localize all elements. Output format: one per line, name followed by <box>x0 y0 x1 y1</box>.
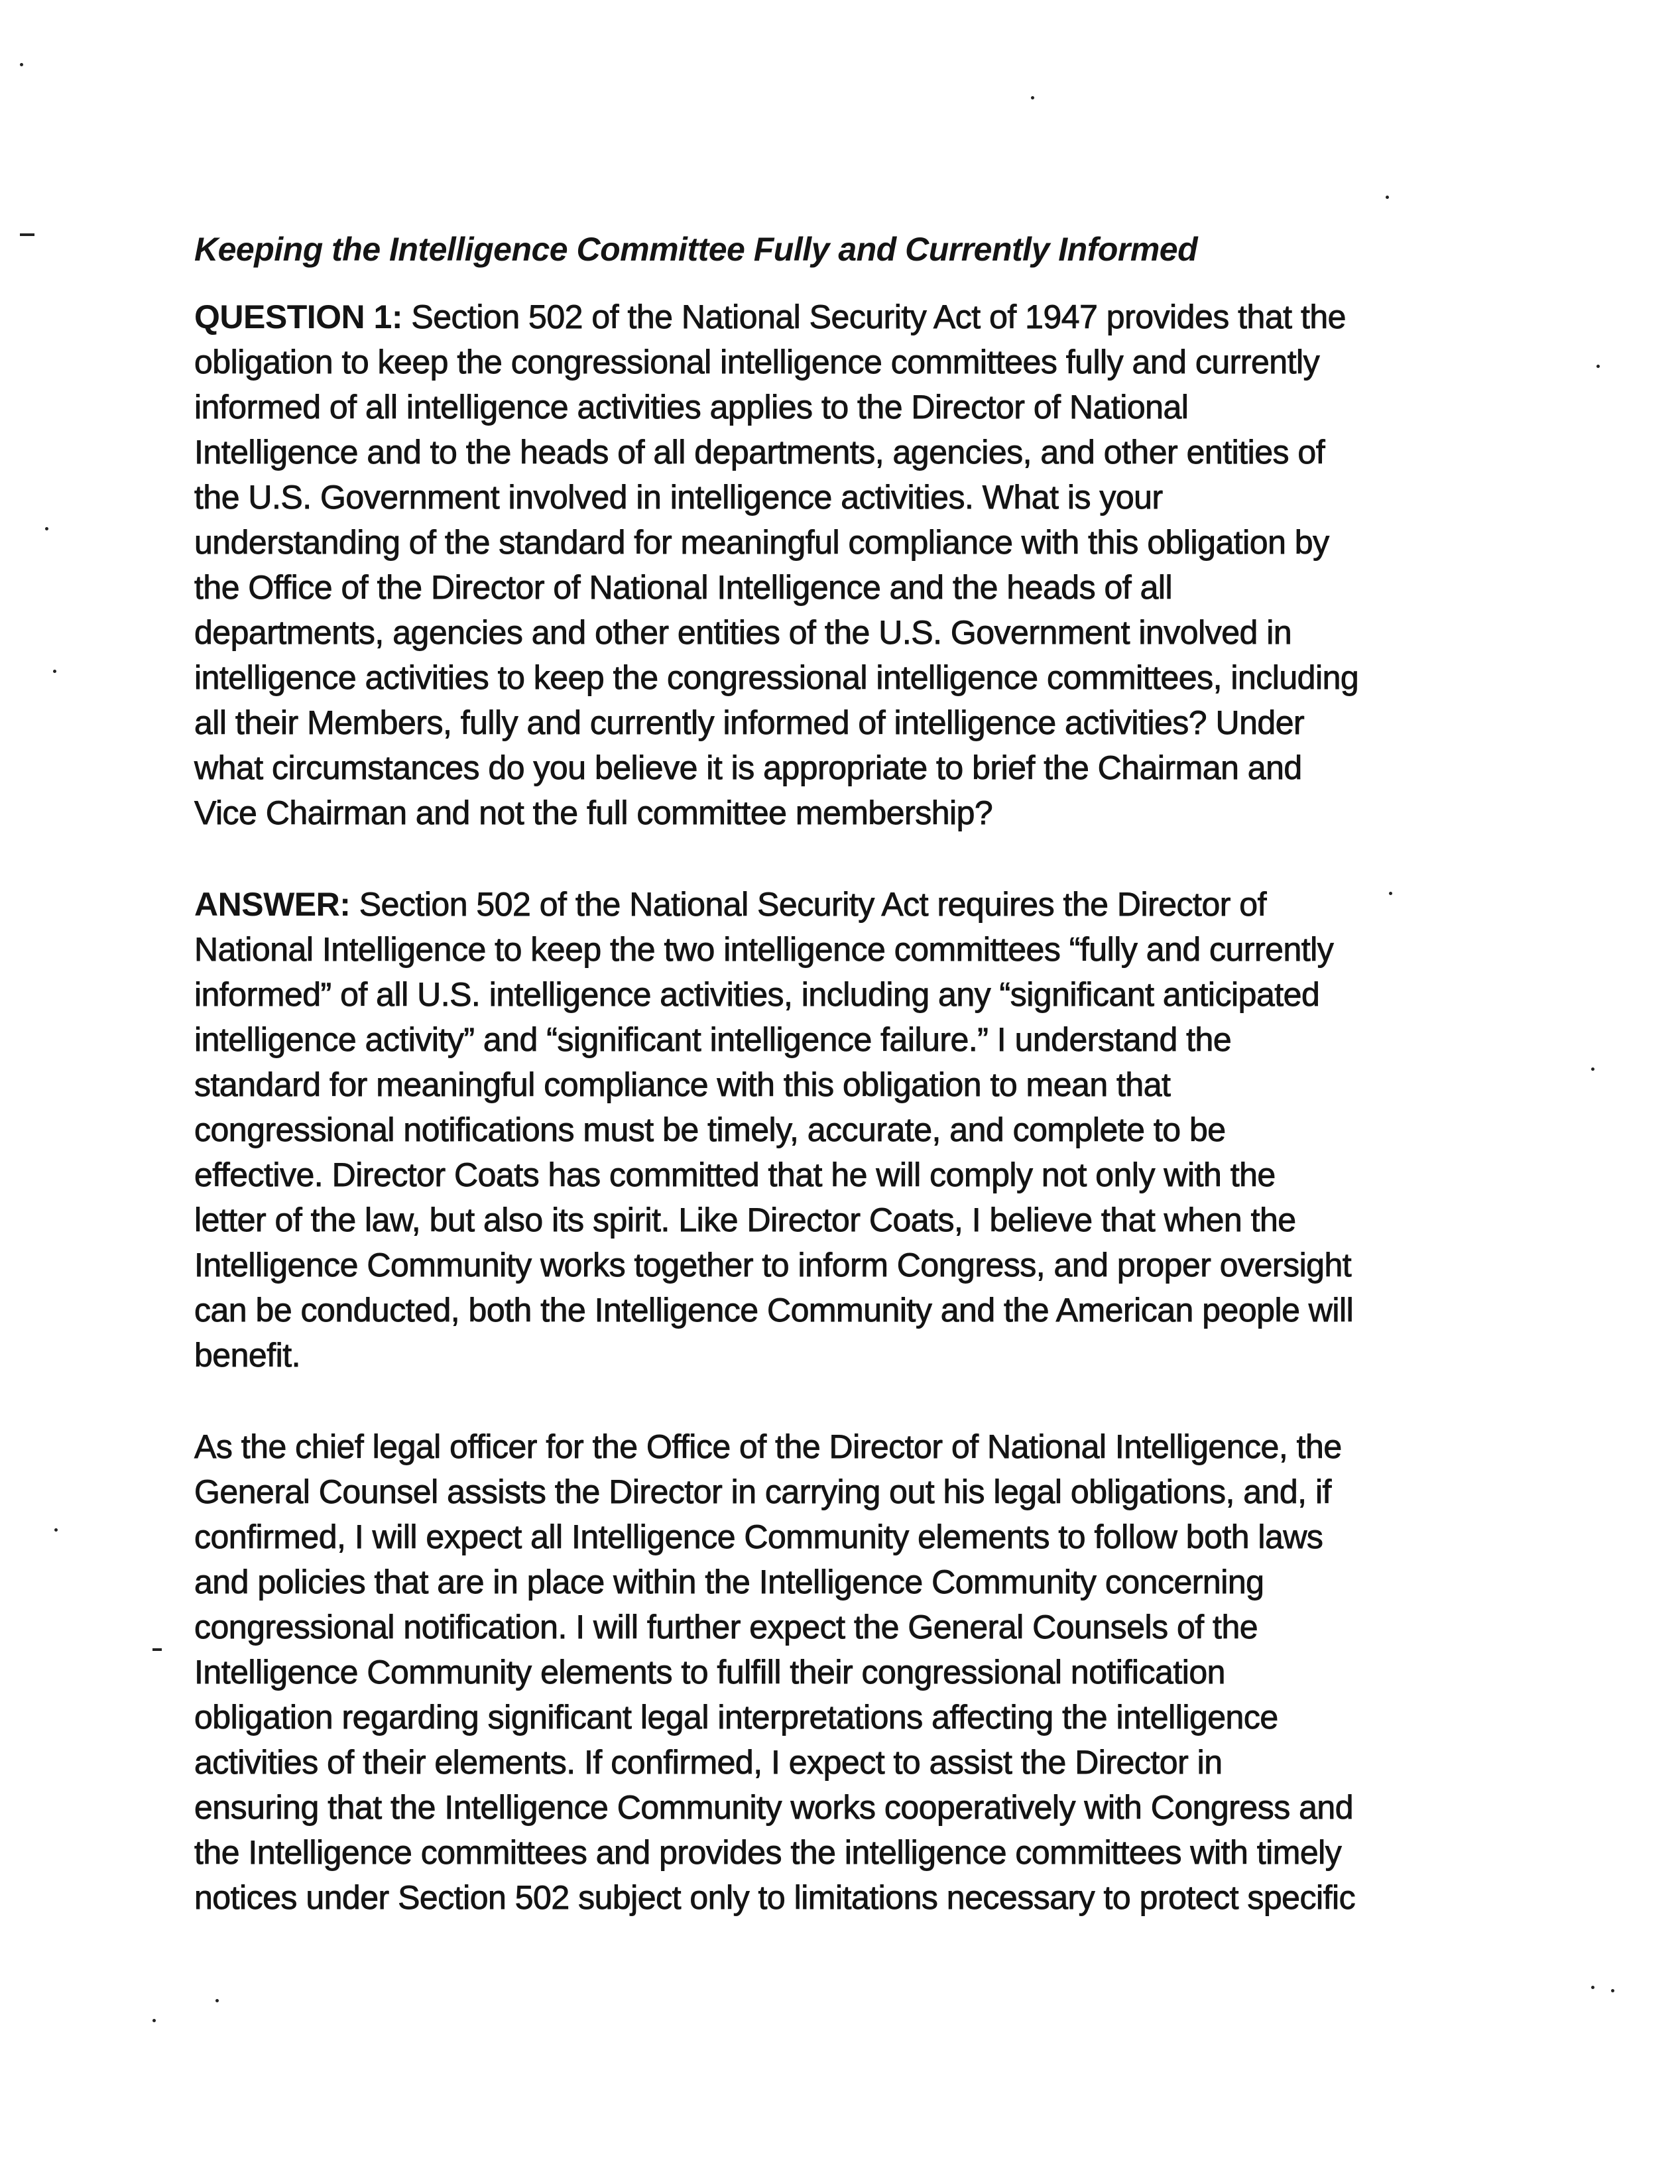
answer-line: Intelligence Community works together to inform Congress, and proper oversight <box>194 1246 1352 1284</box>
paragraph-line: notices under Section 502 subject only to limitations necessary to protect specific <box>194 1879 1356 1916</box>
scan-speck <box>45 527 48 530</box>
scan-speck <box>1389 892 1392 895</box>
scan-speck <box>1611 1989 1614 1992</box>
question-line: the Office of the Director of National Intelligence and the heads of all <box>194 569 1173 606</box>
scan-speck <box>1031 96 1034 99</box>
answer-line: letter of the law, but also its spirit. Like Director Coats, I believe that when the <box>194 1201 1296 1239</box>
answer-label: ANSWER: <box>194 886 351 923</box>
question-line: obligation to keep the congressional intelligence committees fully and currently <box>194 343 1320 381</box>
scan-speck <box>54 1528 58 1532</box>
question-line: the U.S. Government involved in intelligence activities. What is your <box>194 479 1163 516</box>
answer-line: can be conducted, both the Intelligence Community and the American people will <box>194 1292 1354 1329</box>
paragraph-line: activities of their elements. If confirmed, I expect to assist the Director in <box>194 1744 1223 1781</box>
answer-line: standard for meaningful compliance with this obligation to mean that <box>194 1066 1171 1103</box>
scan-speck <box>152 2019 156 2022</box>
question-line: Intelligence and to the heads of all departments, agencies, and other entities of <box>194 434 1325 471</box>
paragraph-line: and policies that are in place within the Intelligence Community concerning <box>194 1563 1264 1601</box>
question-line: what circumstances do you believe it is appropriate to brief the Chairman and <box>194 749 1302 786</box>
answer-line: congressional notifications must be timely, accurate, and complete to be <box>194 1111 1226 1148</box>
paragraph-line: congressional notification. I will further expect the General Counsels of the <box>194 1608 1258 1646</box>
question-line: intelligence activities to keep the congressional intelligence committees, including <box>194 659 1359 696</box>
answer-line: intelligence activity” and “significant intelligence failure.” I understand the <box>194 1021 1232 1058</box>
question-line: understanding of the standard for meaningful compliance with this obligation by <box>194 524 1329 561</box>
question-label: QUESTION 1: <box>194 298 402 335</box>
scan-speck <box>20 63 23 66</box>
question-line: informed of all intelligence activities applies to the Director of National <box>194 389 1189 426</box>
paragraph-line: the Intelligence committees and provides the intelligence committees with timely <box>194 1834 1342 1871</box>
scan-speck <box>1386 196 1389 199</box>
scan-speck <box>1591 1986 1594 1989</box>
scan-speck <box>1596 365 1600 368</box>
answer-line: benefit. <box>194 1337 301 1374</box>
paragraph-line: Intelligence Community elements to fulfill their congressional notification <box>194 1654 1225 1691</box>
answer-line: effective. Director Coats has committed that he will comply not only with the <box>194 1156 1276 1193</box>
paragraph-line: confirmed, I will expect all Intelligence Community elements to follow both laws <box>194 1518 1323 1555</box>
scan-mark <box>152 1648 162 1651</box>
answer-line <box>194 882 1266 927</box>
paragraph-line: ensuring that the Intelligence Community works cooperatively with Congress and <box>194 1789 1354 1826</box>
question-line: departments, agencies and other entities of the U.S. Government involved in <box>194 614 1292 651</box>
paragraph-line: obligation regarding significant legal interpretations affecting the intelligence <box>194 1699 1278 1736</box>
question-line: Vice Chairman and not the full committee membership? <box>194 794 993 831</box>
scan-speck <box>1591 1067 1594 1071</box>
scan-speck <box>53 670 56 673</box>
answer-text: Section 502 of the National Security Act requires the Director of <box>350 886 1266 923</box>
answer-line: informed” of all U.S. intelligence activities, including any “significant anticipated <box>194 976 1320 1013</box>
scan-speck <box>215 1999 219 2002</box>
question-line: all their Members, fully and currently informed of intelligence activities? Under <box>194 704 1305 741</box>
paragraph-line: General Counsel assists the Director in carrying out his legal obligations, and, if <box>194 1473 1331 1510</box>
paragraph-line: As the chief legal officer for the Office of the Director of National Intelligence, the <box>194 1428 1342 1465</box>
scan-mark <box>20 233 34 236</box>
question-text: Section 502 of the National Security Act of 1947 provides that the <box>402 298 1346 335</box>
answer-line: National Intelligence to keep the two intelligence committees “fully and currently <box>194 931 1334 968</box>
section-heading: Keeping the Intelligence Committee Fully and Currently Informed <box>194 231 1198 268</box>
question-line <box>194 294 1346 339</box>
